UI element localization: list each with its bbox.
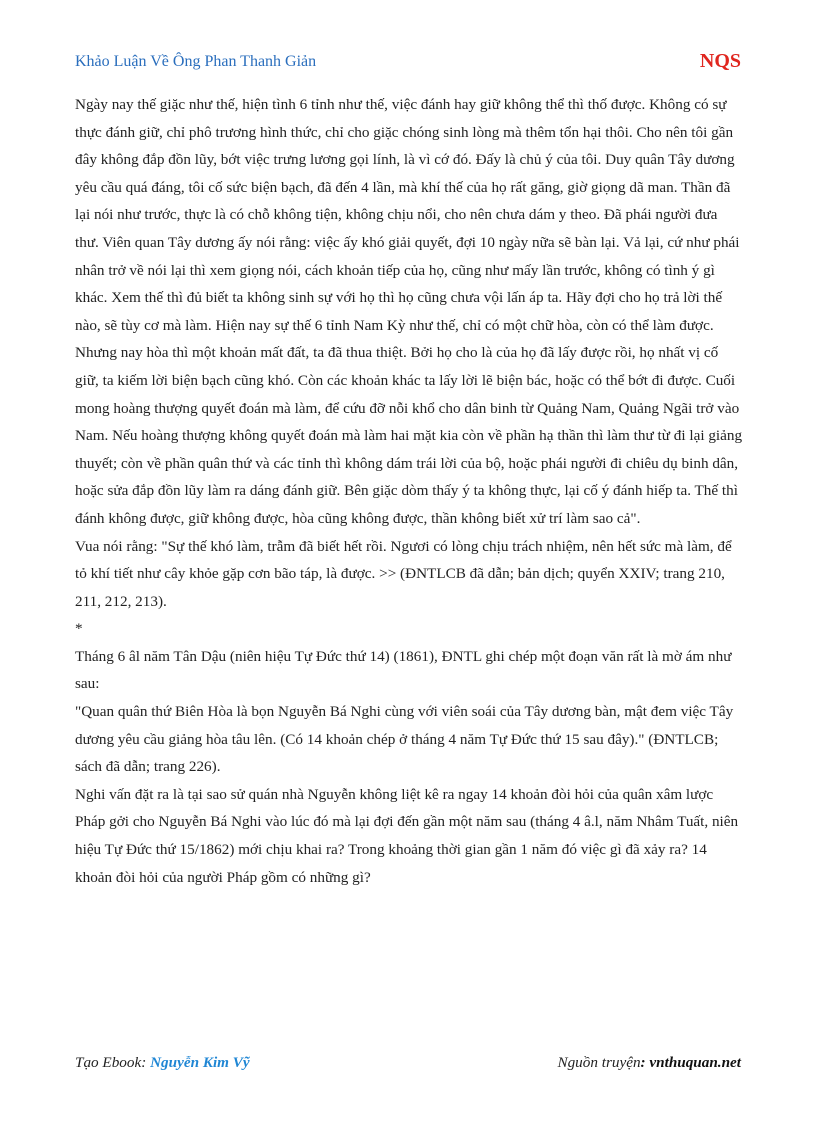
source-label: Nguồn truyện bbox=[557, 1054, 641, 1071]
header-mark: NQS bbox=[699, 50, 741, 72]
section-separator: * bbox=[75, 620, 83, 638]
document-body bbox=[75, 91, 745, 891]
paragraph: Vua nói rằng: "Sự thế khó làm, trẫm đã biết hết rồi. Ngươi có lòng chịu trách nhiệm, nên hết sức mà làm, để tỏ khí tiết như cây khỏe gặp cơn bão táp, là được. >> (ĐNTLCB đã dẫn; bản dịch; quyển XXIV; trang 210, 211, 212, 213). bbox=[75, 537, 732, 610]
ebook-credit bbox=[75, 1054, 250, 1072]
page-header bbox=[75, 50, 741, 76]
ebook-separator: : bbox=[141, 1054, 151, 1071]
ebook-label: Tạo Ebook bbox=[75, 1054, 142, 1071]
author-name: Nguyễn Kim Vỹ bbox=[150, 1054, 250, 1071]
source-site: vnthuquan.net bbox=[649, 1054, 741, 1071]
paragraph: Tháng 6 âl năm Tân Dậu (niên hiệu Tự Đức thứ 14) (1861), ĐNTL ghi chép một đoạn văn rất là mờ ám như sau: bbox=[75, 647, 732, 693]
source-separator: : bbox=[640, 1054, 650, 1071]
paragraph: Ngày nay thế giặc như thế, hiện tình 6 tỉnh như thế, việc đánh hay giữ không thể thì thố được. Không có sự thực đánh giữ, chỉ phô trương hình thức, chỉ cho giặc chóng sinh lòng mà thêm tổn hại thôi. Cho nên tôi gần đây không đắp đồn lũy, bớt việc trưng lương gọi lính, là vì cớ đó. Đấy là chủ ý của tôi. Duy quân Tây dương yêu cầu quá đáng, tôi cố sức biện bạch, đã đến 4 lần, mà khí thế của họ rất găng, giờ giọng dã man. Thần đã lại nói như trước, thực là có chỗ không tiện, không chịu nổi, cho nên chưa dám y theo. Đã phái người đưa thư. Viên quan Tây dương ấy nói rằng: việc ấy khó giải quyết, đợi 10 ngày nữa sẽ bàn lại. Vả lại, cứ như phái nhân trở về nói lại thì xem giọng nói, cách khoản tiếp của họ, cũng như mấy lần trước, không có tình ý gì khác. Xem thế thì đủ biết ta không sinh sự với họ thì họ cũng chưa vội lấn áp ta. Hãy đợi cho họ trả lời thế nào, sẽ tùy cơ mà làm. Hiện nay sự thế 6 tỉnh Nam Kỳ như thế, chỉ có một chữ hòa, còn có thể làm được. Nhưng nay hòa thì một khoản mất đất, ta đã thua thiệt. Bởi họ cho là của họ đã lấy được rồi, họ nhất vị cố giữ, ta kiếm lời biện bạch cũng khó. Còn các khoản khác ta lấy lời lẽ biện bác, hoặc có thể bớt đi được. Cuối mong hoàng thượng quyết đoán mà làm, để cứu đỡ nỗi khổ cho dân binh từ Quảng Nam, Quảng Ngãi trở vào Nam. Nếu hoàng thượng không quyết đoán mà làm hai mặt kia còn về phần hạ thần thì làm thư từ đi lại giảng thuyết; còn về phần quân thứ và các tỉnh thì không dám trái lời của bộ, hoặc phái người đi chiêu dụ binh dân, hoặc sửa đắp đồn lũy làm ra dáng đánh giữ. Bên giặc dòm thấy ý ta không thực, lại cố ý đánh hiếp ta. Thế thì đánh không được, giữ không được, hòa cũng không được, thần không biết xử trí làm sao cả". bbox=[75, 96, 743, 527]
page-footer bbox=[75, 1054, 741, 1076]
source-credit bbox=[557, 1054, 741, 1072]
paragraph: "Quan quân thứ Biên Hòa là bọn Nguyễn Bá Nghi cùng với viên soái của Tây dương bàn, mật đem việc Tây dương yêu cầu giảng hòa tâu lên. (Có 14 khoản chép ở tháng 4 năm Tự Đức thứ 15 sau đây)." (ĐNTLCB; sách đã dẫn; trang 226). bbox=[75, 703, 734, 776]
paragraph: Nghi vấn đặt ra là tại sao sử quán nhà Nguyễn không liệt kê ra ngay 14 khoản đòi hỏi của quân xâm lược Pháp gởi cho Nguyễn Bá Nghi vào lúc đó mà lại đợi đến gần một năm sau (tháng 4 â.l, năm Nhâm Tuất, niên hiệu Tự Đức thứ 15/1862) mới chịu khai ra? Trong khoảng thời gian gần 1 năm đó việc gì đã xảy ra? 14 khoản đòi hỏi của người Pháp gồm có những gì? bbox=[75, 785, 739, 886]
header-title: Khảo Luận Về Ông Phan Thanh Giản bbox=[75, 53, 317, 70]
